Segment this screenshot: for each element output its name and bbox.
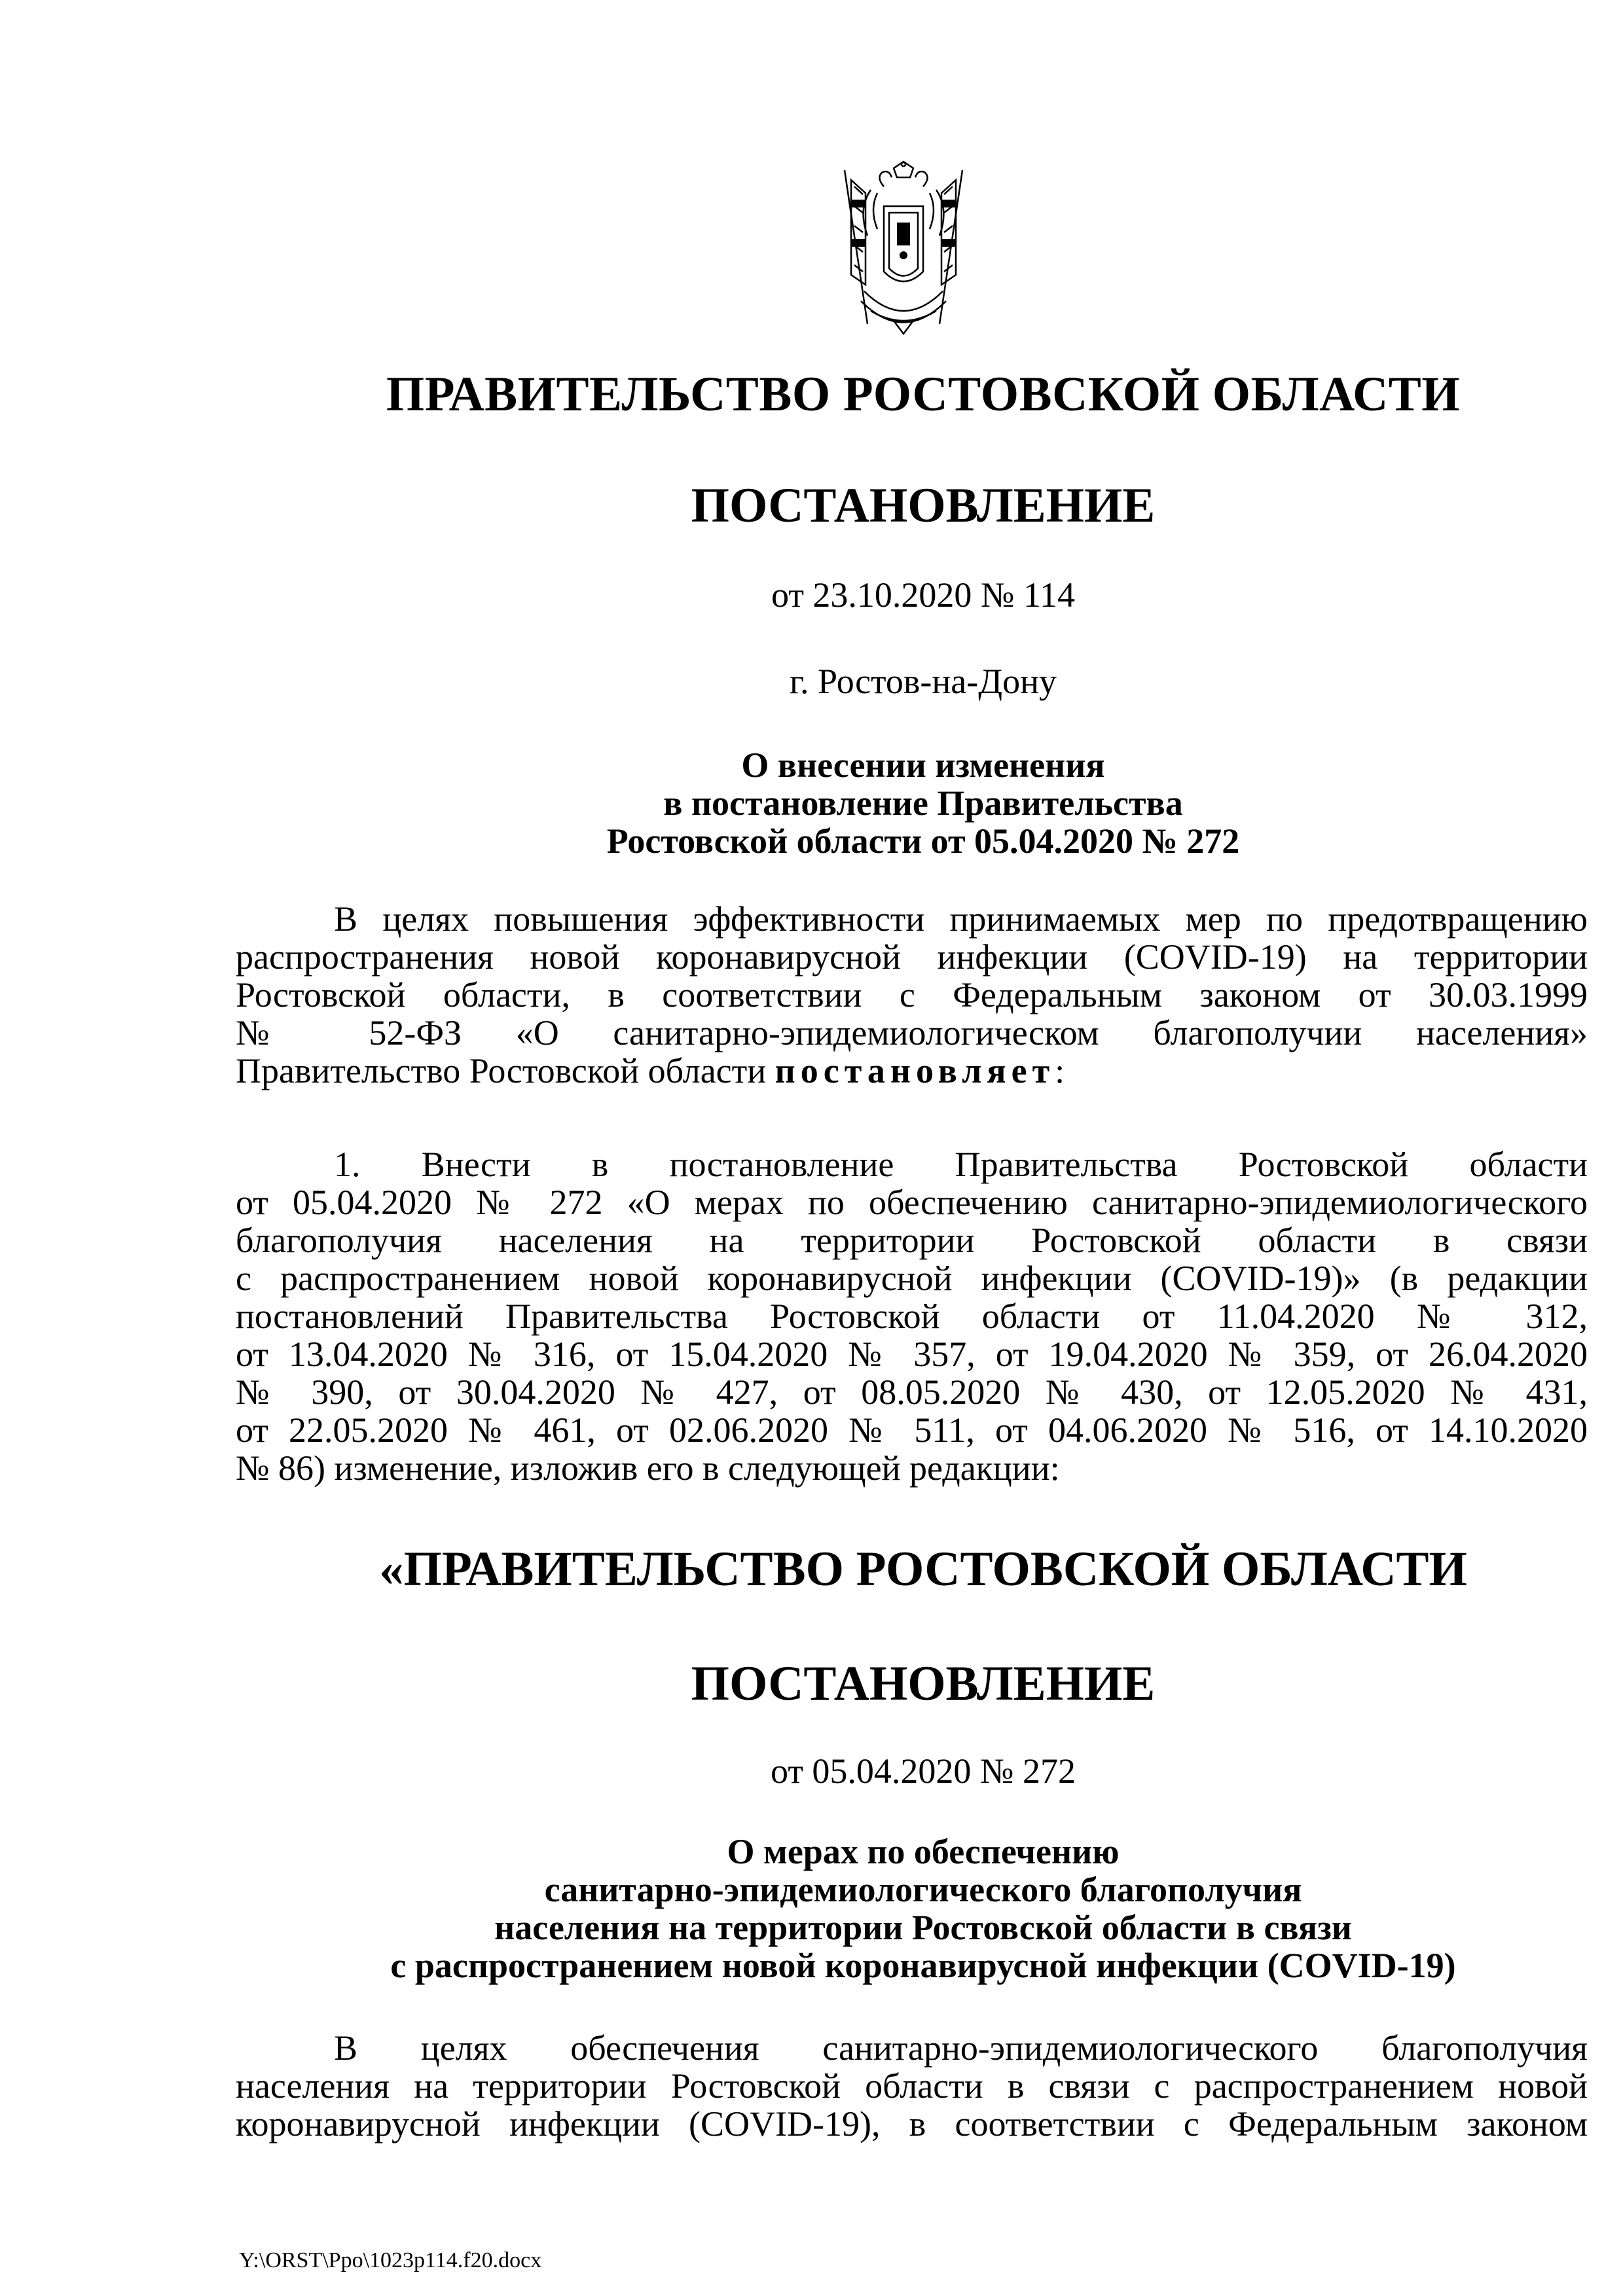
title-line: с распространением новой коронавирусной инфекции (COVID-19) xyxy=(390,1946,1456,1985)
paragraph-line: от 22.05.2020 № 461, от 02.06.2020 № 511, от 04.06.2020 № 516, от 14.10.2020 xyxy=(236,1410,1588,1450)
paragraph-line: № 52-ФЗ «О санитарно-эпидемиологическом благополучии населения» xyxy=(236,1013,1588,1052)
paragraph-line: В целях обеспечения санитарно-эпидемиологического благополучия xyxy=(334,2028,1588,2068)
title-line: О мерах по обеспечению xyxy=(727,1832,1120,1871)
paragraph-line: от 05.04.2020 № 272 «О мерах по обеспечению санитарно-эпидемиологического xyxy=(236,1183,1588,1222)
paragraph-line: В целях повышения эффективности принимаемых мер по предотвращению xyxy=(334,899,1588,939)
paragraph-line: № 390, от 30.04.2020 № 427, от 08.05.2020 № 430, от 12.05.2020 № 431, xyxy=(236,1372,1588,1412)
paragraph-line: постановлений Правительства Ростовской области от 11.04.2020 № 312, xyxy=(236,1297,1588,1336)
title-line: санитарно-эпидемиологического благополучия xyxy=(544,1870,1302,1909)
document-city: г. Ростов-на-Дону xyxy=(789,662,1057,701)
preamble-text: Правительство Ростовской области xyxy=(236,1051,775,1090)
paragraph-line: населения на территории Ростовской области в связи с распространением новой xyxy=(236,2066,1588,2106)
government-heading: ПРАВИТЕЛЬСТВО РОСТОВСКОЙ ОБЛАСТИ xyxy=(386,367,1461,422)
title-line: в постановление Правительства xyxy=(663,783,1183,823)
new-edition-title xyxy=(236,1833,1611,1984)
title-line: населения на территории Ростовской области в связи xyxy=(494,1908,1352,1947)
paragraph-line: благополучия населения на территории Ростовской области в связи xyxy=(236,1221,1588,1260)
new-edition-government-heading: «ПРАВИТЕЛЬСТВО РОСТОВСКОЙ ОБЛАСТИ xyxy=(379,1542,1467,1596)
new-edition-date-number: от 05.04.2020 № 272 xyxy=(771,1751,1076,1791)
document-date-number: от 23.10.2020 № 114 xyxy=(771,575,1075,615)
paragraph-line: 1. Внести в постановление Правительства Ростовской области xyxy=(334,1145,1588,1184)
title-line: Ростовской области от 05.04.2020 № 272 xyxy=(606,821,1240,861)
coat-of-arms-emblem xyxy=(831,160,976,337)
file-path-footer: Y:\ORST\Ppo\1023p114.f20.docx xyxy=(239,2248,542,2272)
preamble-colon: : xyxy=(1055,1051,1065,1090)
paragraph-line xyxy=(236,1052,1588,1090)
preamble-paragraph xyxy=(236,900,1588,1090)
paragraph-line: распространения новой коронавирусной инфекции (COVID-19) на территории xyxy=(236,937,1588,977)
paragraph-line: с распространением новой коронавирусной инфекции (COVID-19)» (в редакции xyxy=(236,1259,1588,1298)
title-line: О внесении изменения xyxy=(741,745,1105,785)
paragraph-line: № 86) изменение, изложив его в следующей редакции: xyxy=(236,1448,1060,1488)
new-edition-document-type: ПОСТАНОВЛЕНИЕ xyxy=(691,1657,1156,1711)
resolves-word: постановляет xyxy=(775,1051,1055,1090)
document-title xyxy=(236,746,1611,860)
document-type-heading: ПОСТАНОВЛЕНИЕ xyxy=(691,478,1156,533)
paragraph-line: коронавирусной инфекции (COVID-19), в соответствии с Федеральным законом xyxy=(236,2104,1588,2144)
paragraph-line: от 13.04.2020 № 316, от 15.04.2020 № 357, от 19.04.2020 № 359, от 26.04.2020 xyxy=(236,1335,1588,1374)
clause-1-paragraph xyxy=(236,1145,1588,1487)
paragraph-line: Ростовской области, в соответствии с Федеральным законом от 30.03.1999 xyxy=(236,975,1588,1014)
new-edition-preamble xyxy=(236,2029,1588,2143)
